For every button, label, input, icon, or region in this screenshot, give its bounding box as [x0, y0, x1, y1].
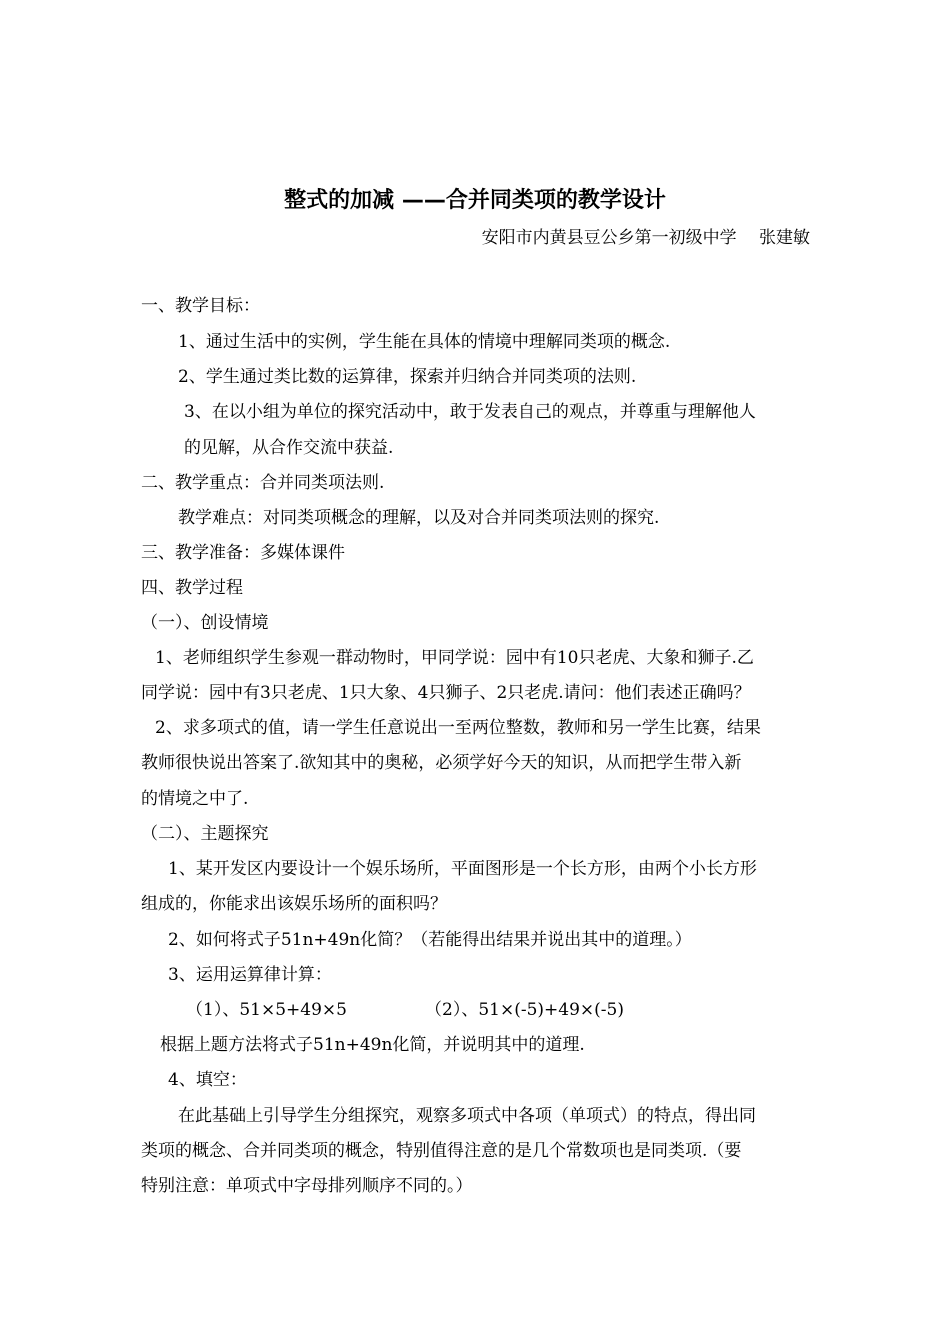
inquiry-item-3: 3、运用运算律计算：	[168, 965, 332, 985]
document-title: 整式的加减 ——合并同类项的教学设计	[284, 188, 666, 213]
objective-line-3-cont: 的见解，从合作交流中获益.	[184, 438, 394, 458]
objective-line-2: 2、学生通过类比数的运算律，探索并归纳合并同类项的法则.	[178, 367, 637, 387]
fill-para-line-2: 类项的概念、合并同类项的概念，特别值得注意的是几个常数项也是同类项.（要	[141, 1141, 742, 1161]
situation-para-1-line-1: 1、老师组织学生参观一群动物时，甲同学说：园中有10只老虎、大象和狮子.乙	[155, 648, 754, 668]
fill-para-line-3: 特别注意：单项式中字母排列顺序不同的。）	[141, 1176, 473, 1196]
objective-line-3: 3、在以小组为单位的探究活动中，敢于发表自己的观点，并尊重与理解他人	[184, 402, 756, 422]
section-heading-focus: 二、教学重点：合并同类项法则.	[141, 473, 385, 493]
inquiry-para-1-line-2: 组成的，你能求出该娱乐场所的面积吗？	[141, 894, 447, 914]
calc-expression-2: （2）、51×(-5)+49×(-5)	[425, 1000, 624, 1020]
situation-para-2-line-1: 2、求多项式的值，请一学生任意说出一至两位整数，教师和另一学生比赛，结果	[155, 718, 761, 738]
section-heading-process: 四、教学过程	[141, 578, 243, 598]
situation-para-1-line-2: 同学说：园中有3只老虎、1只大象、4只狮子、2只老虎.请问：他们表述正确吗？	[141, 683, 751, 703]
simplify-instruction: 根据上题方法将式子51n+49n化简，并说明其中的道理.	[160, 1035, 585, 1055]
objective-line-1: 1、通过生活中的实例，学生能在具体的情境中理解同类项的概念.	[178, 332, 671, 352]
inquiry-item-4: 4、填空：	[168, 1070, 247, 1090]
situation-para-2-line-2: 教师很快说出答案了.欲知其中的奥秘，必须学好今天的知识，从而把学生带入新	[141, 753, 742, 773]
document-author: 安阳市内黄县豆公乡第一初级中学 张建敏	[481, 228, 810, 248]
inquiry-para-1-line-1: 1、某开发区内要设计一个娱乐场所，平面图形是一个长方形，由两个小长方形	[168, 859, 757, 879]
subsection-heading-inquiry: （二）、主题探究	[141, 824, 269, 844]
section-heading-preparation: 三、教学准备：多媒体课件	[141, 543, 345, 563]
difficulty-line: 教学难点：对同类项概念的理解，以及对合并同类项法则的探究.	[178, 508, 660, 528]
subsection-heading-situation: （一）、创设情境	[141, 613, 269, 633]
section-heading-objectives: 一、教学目标：	[141, 296, 260, 316]
inquiry-item-2: 2、如何将式子51n+49n化简？（若能得出结果并说出其中的道理。）	[168, 930, 692, 950]
situation-para-2-line-3: 的情境之中了.	[141, 789, 249, 809]
fill-para-line-1: 在此基础上引导学生分组探究，观察多项式中各项（单项式）的特点，得出同	[178, 1106, 756, 1126]
calc-expression-1: （1）、51×5+49×5	[186, 1000, 347, 1020]
